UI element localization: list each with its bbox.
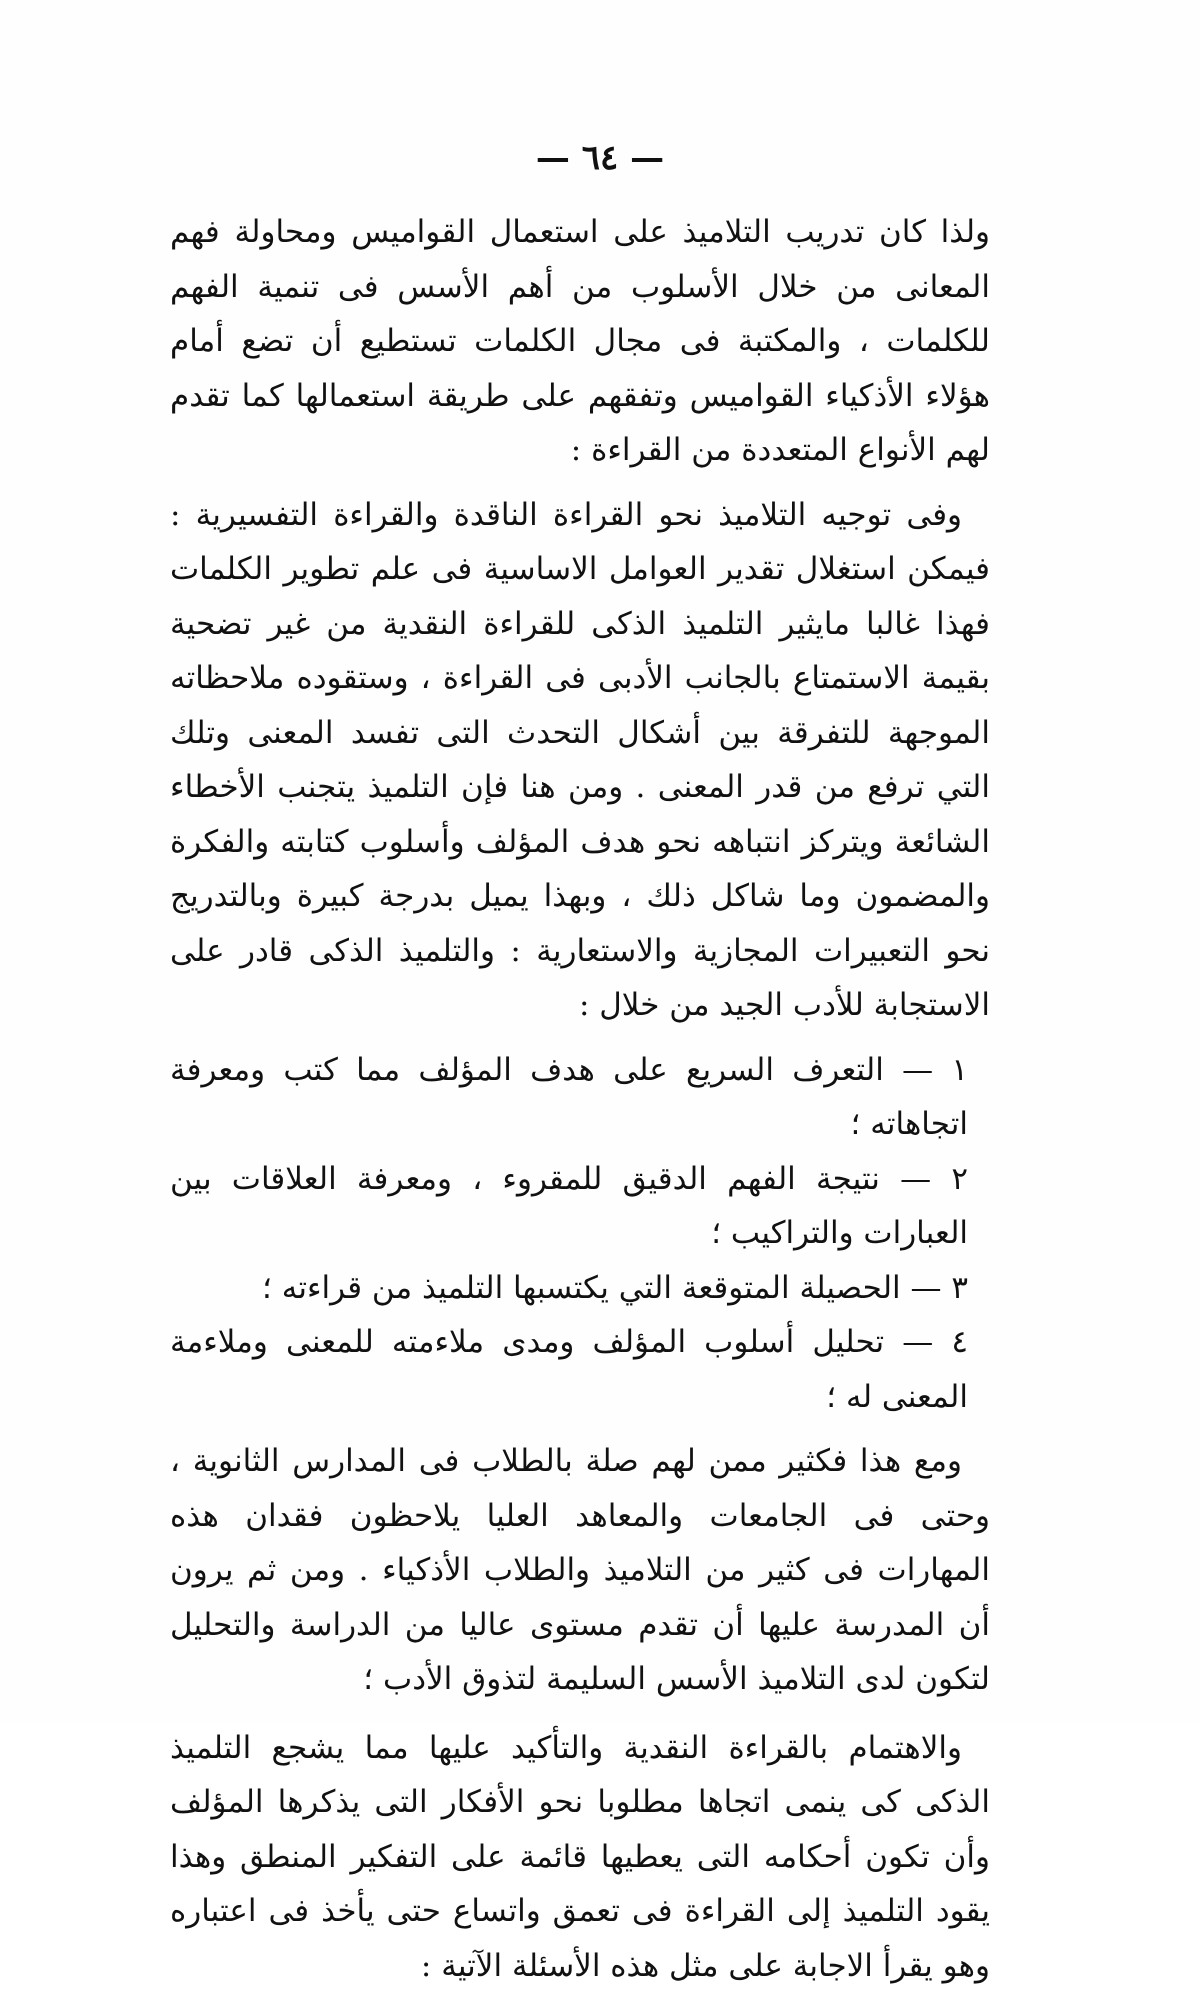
paragraph-dictionaries: ولذا كان تدريب التلاميذ على استعمال القواميس ومحاولة فهم المعانى من خلال الأسلوب من أهم الأسس فى تنمية الفهم للكلمات ، والمكتبة فى مجال الكلمات تستطيع أن تضع أمام هؤلاء الأذكياء القواميس وتفقهم على طريقة استعمالها كما تقدم لهم الأنواع المتعددة من القراءة : bbox=[170, 205, 990, 478]
list-item: ٢ — نتيجة الفهم الدقيق للمقروء ، ومعرفة العلاقات بين العبارات والتراكيب ؛ bbox=[170, 1152, 990, 1261]
list-item: ١ — التعرف السريع على هدف المؤلف مما كتب ومعرفة اتجاهاته ؛ bbox=[170, 1043, 990, 1152]
skills-list bbox=[170, 1043, 990, 1425]
paragraph-critical-interest: والاهتمام بالقراءة النقدية والتأكيد عليها مما يشجع التلميذ الذكى كى ينمى اتجاها مطلوبا نحو الأفكار التى يذكرها المؤلف وأن تكون أحكامه التى يعطيها قائمة على التفكير المنطق وهذا يقود التلميذ إلى القراءة فى تعمق واتساع حتى يأخذ فى اعتباره وهو يقرأ الاجابة على مثل هذه الأسئلة الآتية : bbox=[170, 1721, 990, 1993]
paragraph-critical-reading: وفى توجيه التلاميذ نحو القراءة الناقدة والقراءة التفسيرية : فيمكن استغلال تقدير العوامل الاساسية فى علم تطوير الكلمات فهذا غالبا مايثير التلميذ الذكى للقراءة النقدية من غير تضحية بقيمة الاستمتاع بالجانب الأدبى فى القراءة ، وستقوده ملاحظاته الموجهة للتفرقة بين أشكال التحدث التى تفسد المعنى وتلك التي ترفع من قدر المعنى . ومن هنا فإن التلميذ يتجنب الأخطاء الشائعة ويتركز انتباهه نحو هدف المؤلف وأسلوب كتابته والفكرة والمضمون وما شاكل ذلك ، وبهذا يميل بدرجة كبيرة وبالتدريج نحو التعبيرات المجازية والاستعارية : والتلميذ الذكى قادر على الاستجابة للأدب الجيد من خلال : bbox=[170, 488, 990, 1033]
list-item: ٤ — تحليل أسلوب المؤلف ومدى ملاءمته للمعنى وملاءمة المعنى له ؛ bbox=[170, 1315, 990, 1424]
page-number: — ٦٤ — bbox=[0, 138, 1200, 178]
list-item: ٣ — الحصيلة المتوقعة التي يكتسبها التلميذ من قراءته ؛ bbox=[170, 1261, 990, 1316]
page-body bbox=[170, 205, 990, 1993]
paragraph-secondary-schools: ومع هذا فكثير ممن لهم صلة بالطلاب فى المدارس الثانوية ، وحتى فى الجامعات والمعاهد العليا يلاحظون فقدان هذه المهارات فى كثير من التلاميذ والطلاب الأذكياء . ومن ثم يرون أن المدرسة عليها أن تقدم مستوى عاليا من الدراسة والتحليل لتكون لدى التلاميذ الأسس السليمة لتذوق الأدب ؛ bbox=[170, 1434, 990, 1707]
